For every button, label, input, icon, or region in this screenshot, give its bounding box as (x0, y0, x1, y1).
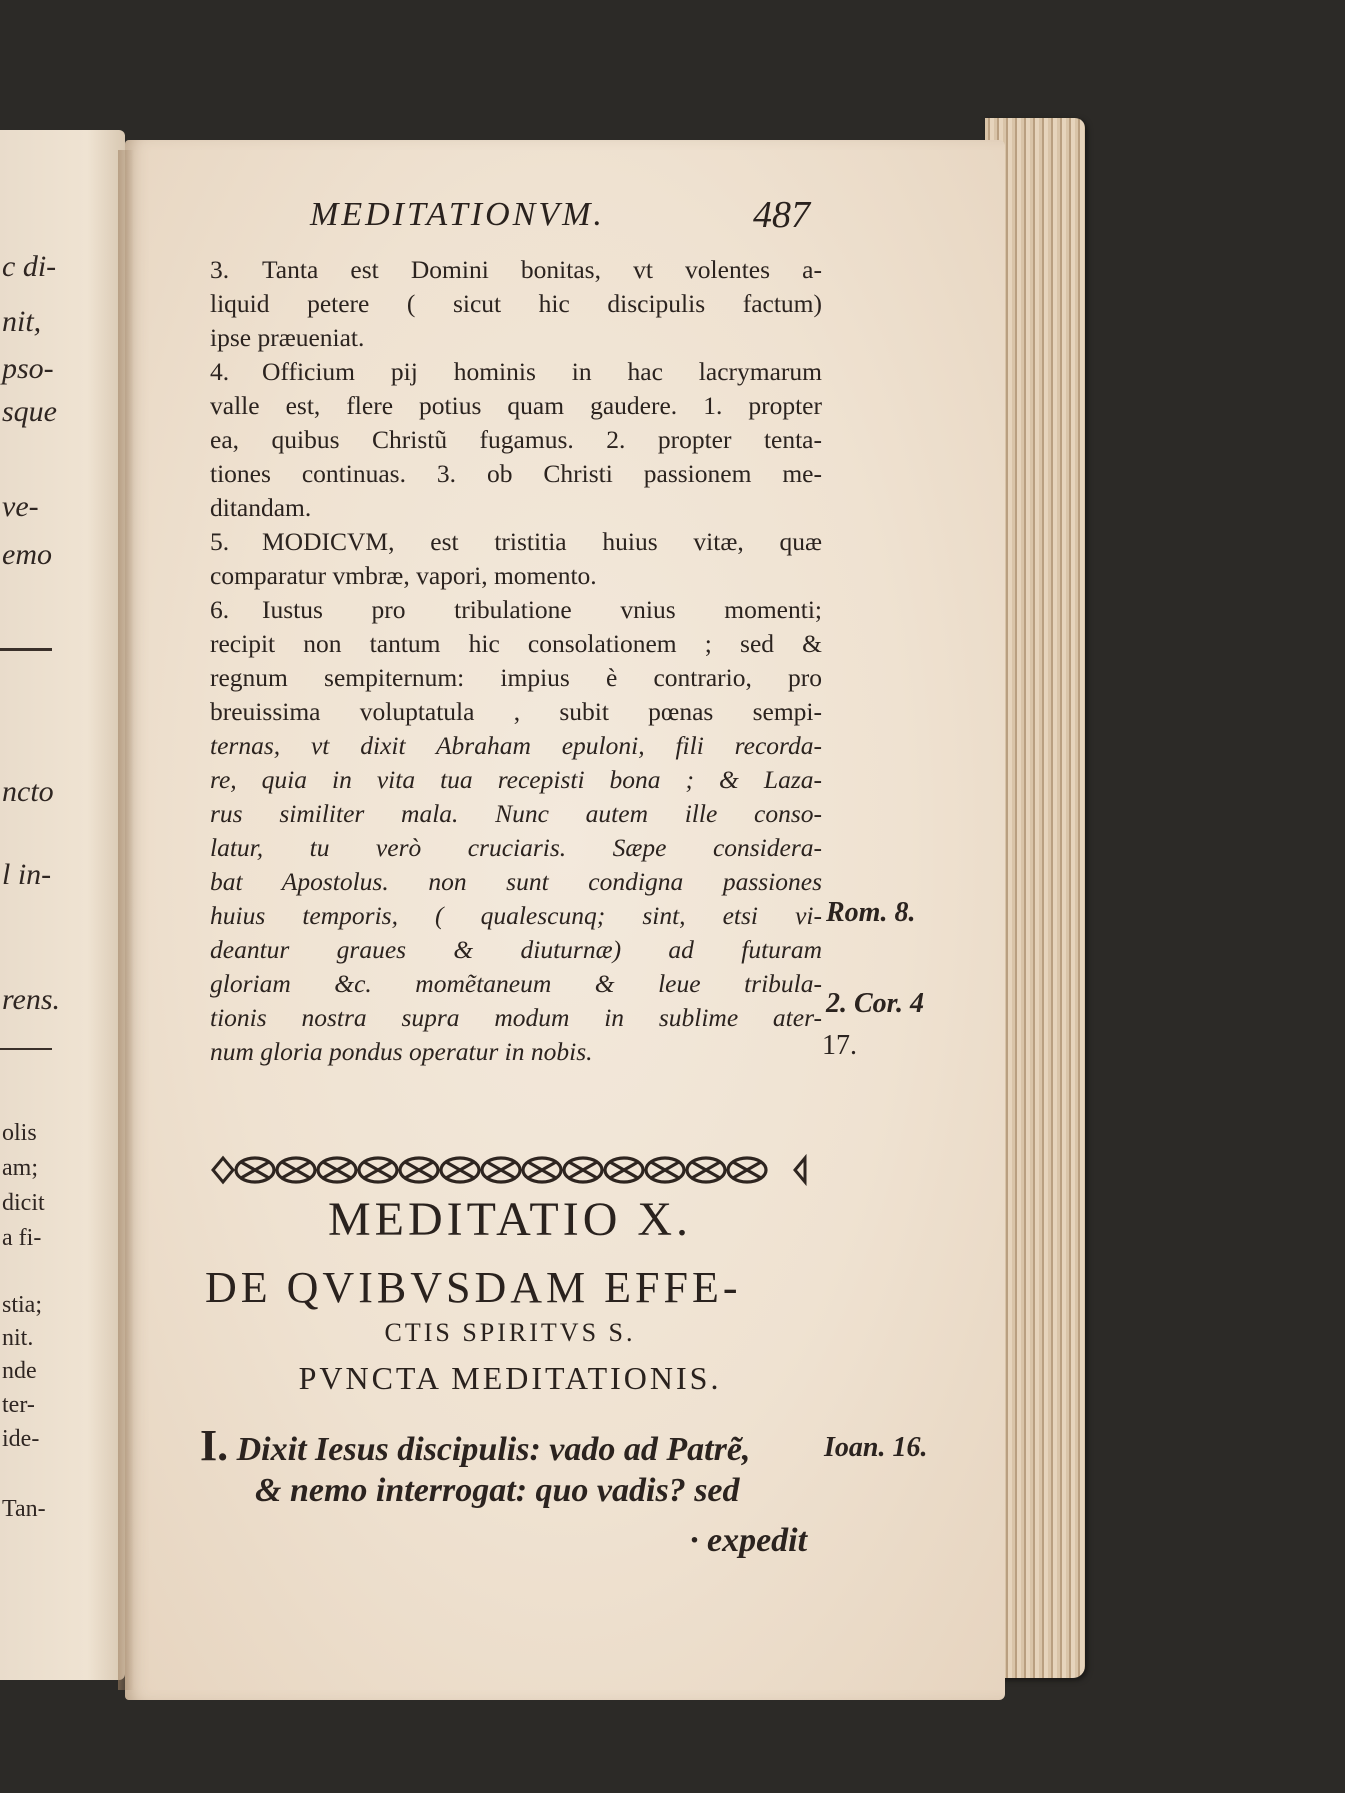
meditatio-title: MEDITATIO X. (327, 1193, 693, 1246)
line-text: Officium pij hominis in hac lacrymarum (262, 357, 822, 386)
ornament-cross (405, 1162, 433, 1178)
text-line (210, 661, 822, 695)
text-line (210, 1035, 822, 1069)
point-number: 3. (210, 255, 230, 284)
main-text-block (210, 253, 822, 1069)
line-text: re, quia in vita tua recepisti bona ; & Laza- (210, 765, 822, 794)
ornament-cross (651, 1162, 679, 1178)
text-line (210, 321, 822, 355)
point-one-text: Dixit Iesus discipulis: vado ad Patrẽ, (236, 1431, 751, 1468)
line-text: liquid petere ( sicut hic discipulis factum) (210, 289, 822, 318)
text-line (210, 457, 822, 491)
line-text: deantur graues & diuturnæ) ad futuram (210, 935, 822, 964)
line-text: tiones continuas. 3. ob Christi passionem me- (210, 459, 822, 488)
ornament-cross (733, 1162, 761, 1178)
line-text: latur, tu verò cruciaris. Sæpe considera- (210, 833, 822, 862)
margin-note-ioan: Ioan. 16. (824, 1432, 928, 1463)
line-text: bat Apostolus. non sunt condigna passiones (210, 867, 822, 896)
ornament-cross (282, 1162, 310, 1178)
line-text: comparatur vmbræ, vapori, momento. (210, 561, 597, 590)
text-line (210, 253, 822, 287)
book-gutter (118, 150, 134, 1690)
left-fragment: am; (2, 1155, 38, 1181)
left-fragment: nit, (2, 305, 42, 338)
line-text: Tanta est Domini bonitas, vt volentes a- (262, 255, 822, 284)
text-line (210, 423, 822, 457)
left-fragment: Tan- (2, 1496, 46, 1522)
running-head: MEDITATIONVM. (310, 196, 605, 233)
ornament-cross (487, 1162, 515, 1178)
ornament-band (205, 1148, 813, 1192)
line-text: valle est, flere potius quam gaudere. 1. propter (210, 391, 822, 420)
left-fragment: c di- (2, 250, 57, 283)
left-fragment: ide- (2, 1426, 40, 1452)
text-line (210, 729, 822, 763)
left-fragment: ncto (2, 775, 54, 808)
line-text: ternas, vt dixit Abraham epuloni, fili recorda- (210, 731, 822, 760)
meditatio-subtitle-cont: CTIS SPIRITVS S. (384, 1318, 636, 1347)
left-fragment: pso- (2, 352, 54, 385)
line-text: regnum sempiternum: impius è contrario, pro (210, 663, 822, 692)
left-fragment: nit. (2, 1325, 34, 1351)
line-text: Iustus pro tribulatione vnius momenti; (262, 595, 822, 624)
dropcap: I. (200, 1421, 229, 1470)
text-line (210, 865, 822, 899)
text-line (210, 525, 822, 559)
point-one-line1 (200, 1420, 812, 1471)
margin-note-cor: 2. Cor. 4 (826, 988, 925, 1019)
left-fragment: ve- (2, 490, 39, 523)
margin-note-rom: Rom. 8. (826, 897, 916, 928)
ornament-cross (610, 1162, 638, 1178)
left-fragment: olis (2, 1120, 37, 1146)
ornament-cross (364, 1162, 392, 1178)
text-line (210, 627, 822, 661)
ornament-cross (241, 1162, 269, 1178)
left-rule (0, 648, 52, 651)
text-line (210, 797, 822, 831)
line-text: MODICVM, est tristitia huius vitæ, quæ (262, 527, 822, 556)
text-line (210, 1001, 822, 1035)
left-fragment: stia; (2, 1292, 42, 1318)
catchword: · expedit (690, 1522, 808, 1559)
left-rule (0, 1048, 52, 1050)
line-text: huius temporis, ( qualescunq; sint, etsi vi- (210, 901, 822, 930)
text-line (210, 899, 822, 933)
text-line (210, 593, 822, 627)
line-text: breuissima voluptatula , subit pœnas sempi- (210, 697, 822, 726)
point-number: 6. (210, 595, 230, 624)
ornament-cross (569, 1162, 597, 1178)
text-line (210, 559, 822, 593)
line-text: ea, quibus Christũ fugamus. 2. propter tenta- (210, 425, 822, 454)
left-fragment: rens. (2, 983, 61, 1016)
line-text: rus similiter mala. Nunc autem ille conso- (210, 799, 822, 828)
text-line (210, 831, 822, 865)
ornament-cross (323, 1162, 351, 1178)
text-line (210, 967, 822, 1001)
margin-note-cor-verse: 17. (822, 1030, 857, 1061)
meditatio-subtitle: DE QVIBVSDAM EFFE- (205, 1263, 742, 1312)
left-fragment: sque (2, 395, 57, 428)
left-fragment: l in- (2, 858, 52, 891)
left-fragment: emo (2, 538, 52, 571)
text-line (210, 389, 822, 423)
left-fragment: a fi- (2, 1225, 42, 1251)
text-line (210, 695, 822, 729)
puncta-heading: PVNCTA MEDITATIONIS. (298, 1360, 722, 1396)
line-text: ipse præueniat. (210, 323, 365, 352)
point-number: 4. (210, 357, 230, 386)
text-line (210, 287, 822, 321)
page-number: 487 (753, 194, 810, 236)
left-fragment: dicit (2, 1190, 45, 1216)
text-line (210, 763, 822, 797)
line-text: recipit non tantum hic consolationem ; sed & (210, 629, 822, 658)
line-text: ditandam. (210, 493, 312, 522)
ornament-cross (692, 1162, 720, 1178)
line-text: num gloria pondus operatur in nobis. (210, 1037, 593, 1066)
point-number: 5. (210, 527, 230, 556)
line-text: gloriam &c. momẽtaneum & leue tribula- (210, 969, 822, 998)
text-line (210, 355, 822, 389)
point-one-line2: & nemo interrogat: quo vadis? sed (255, 1472, 740, 1509)
text-line (210, 491, 822, 525)
left-fragment: nde (2, 1358, 37, 1384)
ornament-cross (528, 1162, 556, 1178)
text-line (210, 933, 822, 967)
line-text: tionis nostra supra modum in sublime ater- (210, 1003, 822, 1032)
ornament-cross (446, 1162, 474, 1178)
left-fragment: ter- (2, 1392, 35, 1418)
